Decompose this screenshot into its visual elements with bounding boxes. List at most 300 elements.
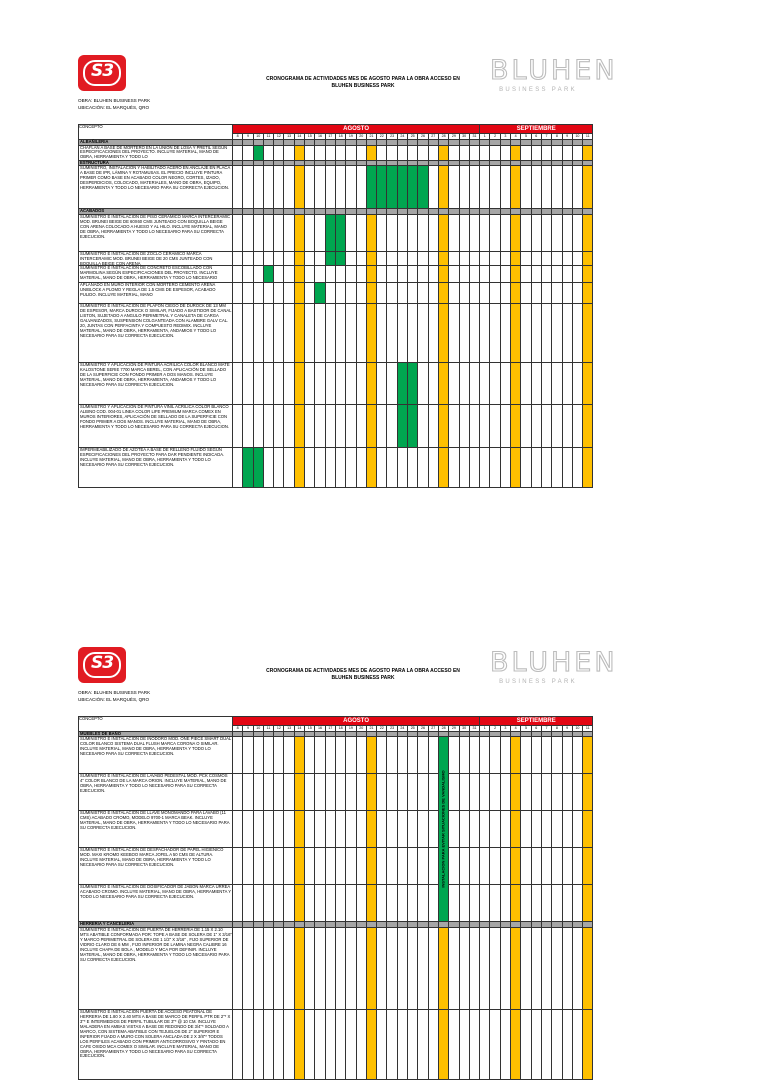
day-cell <box>274 266 284 283</box>
day-cell <box>397 304 407 363</box>
ubicacion-label: UBICACIÓN: EL MARQUÉS, QRO <box>78 697 150 702</box>
day-cell <box>335 145 345 160</box>
day-cell <box>500 363 510 405</box>
day-cell <box>552 266 562 283</box>
day-cell <box>305 1010 315 1080</box>
day-number: 19 <box>346 726 356 732</box>
day-cell <box>572 1010 582 1080</box>
ubicacion-label: UBICACIÓN: EL MARQUÉS, QRO <box>78 105 150 110</box>
day-cell <box>418 145 428 160</box>
day-cell <box>449 363 459 405</box>
day-cell <box>449 885 459 922</box>
day-cell <box>387 1010 397 1080</box>
day-cell <box>521 304 531 363</box>
day-cell <box>490 266 500 283</box>
weekend-cell <box>583 283 593 304</box>
day-cell <box>274 848 284 885</box>
weekend-cell <box>438 215 448 252</box>
day-cell <box>418 215 428 252</box>
day-cell <box>233 774 243 811</box>
weekend-cell <box>294 885 304 922</box>
day-cell <box>377 885 387 922</box>
day-number: 14 <box>294 726 304 732</box>
day-cell <box>469 774 479 811</box>
weekend-cell <box>366 885 376 922</box>
day-cell <box>459 283 469 304</box>
weekend-cell <box>294 774 304 811</box>
day-number: 12 <box>274 134 284 140</box>
activity-description: SUMINISTRO E INSTALACION PUERTA DE ACCESO PEATONAL DE HERRERIA DE 1.80 X 2.40 MTS A BASE DE MARCO DE PERFIL PTR DE 2"* X 3"* E INTERMEDIOS DE PERFIL TUBULAR DE 3"* @ 10 CM. INCLUYE MALADERA EN AMBAS VISTAS A BASE DE REDONDO DE 3/4"* SOLDADO A MARCO, CON SISTEMA ABATIBLE CON TEJUELOS DE 2" SUPERIOR E INFERIOR FIJADO A MURO CON SOLERA ANCLADA DE 2 X 3/8"* TODOS LOS PERFILES ACABADO CON PRIMER ANTICORROSIVO Y PINTADO EN CAFE OXIDO MCA COMEX O SIMILAR. INCLUYE MATERIAL, MANO DE OBRA, HERRAMIENTA Y TODO LO NECESARIO PARA SU CORRECTA EJECUCION. <box>79 1010 233 1080</box>
day-cell <box>233 885 243 922</box>
day-cell <box>315 811 325 848</box>
day-cell <box>408 145 418 160</box>
day-number: 20 <box>356 726 366 732</box>
day-number: 12 <box>274 726 284 732</box>
weekend-cell <box>511 145 521 160</box>
day-cell <box>480 848 490 885</box>
day-cell <box>335 885 345 922</box>
weekend-cell <box>366 448 376 488</box>
day-cell <box>552 304 562 363</box>
day-cell <box>418 448 428 488</box>
day-cell <box>480 405 490 448</box>
scheduled-cell <box>408 166 418 209</box>
weekend-cell <box>511 405 521 448</box>
day-cell <box>387 215 397 252</box>
day-cell <box>325 885 335 922</box>
day-cell <box>459 928 469 1010</box>
vandalism-note-text: INSTALACION PARA EVITAR SITUACIONES DE VANDALISMO <box>440 770 446 889</box>
day-number: 25 <box>408 726 418 732</box>
day-cell <box>397 811 407 848</box>
day-cell <box>469 266 479 283</box>
day-number: 11 <box>583 726 593 732</box>
day-cell <box>449 252 459 266</box>
document-title: CRONOGRAMA DE ACTIVIDADES MES DE AGOSTO PARA LA OBRA ACCESO EN BLUHEN BUSINESS PARK <box>266 76 460 89</box>
day-cell <box>346 215 356 252</box>
day-cell <box>305 215 315 252</box>
day-cell <box>490 304 500 363</box>
day-cell <box>335 266 345 283</box>
day-cell <box>263 848 273 885</box>
day-cell <box>305 811 315 848</box>
weekend-cell <box>366 405 376 448</box>
scheduled-cell <box>263 266 273 283</box>
gantt-table <box>78 124 593 488</box>
weekend-cell <box>438 266 448 283</box>
day-cell <box>335 304 345 363</box>
day-cell <box>500 304 510 363</box>
day-cell <box>263 737 273 774</box>
day-cell <box>521 363 531 405</box>
day-cell <box>449 266 459 283</box>
day-cell <box>480 304 490 363</box>
day-cell <box>284 885 294 922</box>
activity-description: SUMINISTRO E INSTALACION DE PUERTA DE HERRERIA DE 1.15 X 2.10 MTS ABATIBLE CONFORMADA POR: TOPE A BASE DE SOLERA DE 1" X 3/16" Y MARCO PERIMETRAL DE SOLERA DE 1 1/2" X 3/16" , FIJO SUPERIOR DE VIDRIO CLARO DE 6 MM , FIJO INFERIOR DE LAMINA NEGRA CALIBRE 16 INCLUYE CHAPA DE BOLA , MODELO Y MCA POR DEFINIR. INCLUYE MATERIAL, MANO DE OBRA, HERRAMIENTA Y TODO LO NECESARIO PARA SU CORRECTA EJECUCION. <box>79 928 233 1010</box>
weekend-cell <box>294 363 304 405</box>
month-header-agosto: AGOSTO <box>233 125 480 134</box>
day-cell <box>274 304 284 363</box>
day-cell <box>356 283 366 304</box>
day-number: 7 <box>541 726 551 732</box>
day-cell <box>335 928 345 1010</box>
day-cell <box>562 774 572 811</box>
day-cell <box>428 885 438 922</box>
day-cell <box>418 1010 428 1080</box>
day-cell <box>346 885 356 922</box>
day-cell <box>531 737 541 774</box>
weekend-cell <box>366 1010 376 1080</box>
section-header: ALBAÑILERIA <box>79 139 233 145</box>
day-cell <box>480 448 490 488</box>
day-cell <box>387 848 397 885</box>
day-number: 25 <box>408 134 418 140</box>
day-cell <box>552 145 562 160</box>
day-cell <box>500 252 510 266</box>
weekend-cell <box>511 811 521 848</box>
day-number: 30 <box>459 134 469 140</box>
day-cell <box>335 363 345 405</box>
day-cell <box>480 885 490 922</box>
day-number: 29 <box>449 134 459 140</box>
project-info <box>78 689 150 703</box>
day-cell <box>377 848 387 885</box>
weekend-cell <box>438 1010 448 1080</box>
day-cell <box>387 811 397 848</box>
day-cell <box>459 145 469 160</box>
day-number: 17 <box>325 134 335 140</box>
day-cell <box>233 737 243 774</box>
scheduled-cell <box>408 363 418 405</box>
day-cell <box>469 848 479 885</box>
day-cell <box>449 166 459 209</box>
day-cell <box>325 266 335 283</box>
day-cell <box>356 885 366 922</box>
day-cell <box>490 774 500 811</box>
day-cell <box>521 448 531 488</box>
day-cell <box>253 266 263 283</box>
day-cell <box>233 928 243 1010</box>
weekend-cell <box>294 266 304 283</box>
day-cell <box>408 215 418 252</box>
day-number: 31 <box>469 726 479 732</box>
day-cell <box>325 448 335 488</box>
day-cell <box>284 363 294 405</box>
day-cell <box>335 283 345 304</box>
day-cell <box>562 928 572 1010</box>
weekend-cell <box>438 928 448 1010</box>
day-cell <box>325 774 335 811</box>
day-number: 30 <box>459 726 469 732</box>
day-cell <box>480 252 490 266</box>
day-cell <box>480 811 490 848</box>
activity-description: SUMINISTRO E INSTALACION DE LLAVE MONOMANDO PARA LAVABO (11 CMS) ACABADO CROMO, MODELO 9700-1 MARCA BEAK. INCLUYE MATERIAL, MANO DE OBRA, HERRAMIENTA Y TODO LO NECESARIO PARA SU CORRECTA EJECUCION. <box>79 811 233 848</box>
day-cell <box>274 811 284 848</box>
day-cell <box>243 774 253 811</box>
day-number: 23 <box>387 134 397 140</box>
day-cell <box>480 1010 490 1080</box>
day-cell <box>418 811 428 848</box>
scheduled-cell <box>253 448 263 488</box>
day-cell <box>305 266 315 283</box>
day-cell <box>531 266 541 283</box>
day-cell <box>233 448 243 488</box>
day-number: 10 <box>253 134 263 140</box>
day-cell <box>315 266 325 283</box>
day-number: 24 <box>397 726 407 732</box>
day-cell <box>469 145 479 160</box>
scheduled-cell <box>243 448 253 488</box>
day-cell <box>263 885 273 922</box>
day-cell <box>243 737 253 774</box>
day-cell <box>459 252 469 266</box>
weekend-cell <box>583 928 593 1010</box>
day-cell <box>572 363 582 405</box>
weekend-cell <box>438 166 448 209</box>
weekend-cell <box>583 811 593 848</box>
weekend-cell <box>583 848 593 885</box>
day-cell <box>243 266 253 283</box>
day-number: 27 <box>428 134 438 140</box>
weekend-cell <box>366 928 376 1010</box>
day-cell <box>346 363 356 405</box>
scheduled-cell <box>397 363 407 405</box>
day-cell <box>428 811 438 848</box>
day-cell <box>552 811 562 848</box>
day-cell <box>356 737 366 774</box>
day-cell <box>408 283 418 304</box>
day-cell <box>572 885 582 922</box>
day-cell <box>469 363 479 405</box>
day-cell <box>263 145 273 160</box>
weekend-cell <box>583 304 593 363</box>
weekend-cell <box>583 166 593 209</box>
day-cell <box>449 848 459 885</box>
day-cell <box>356 774 366 811</box>
day-number: 5 <box>521 134 531 140</box>
day-cell <box>459 737 469 774</box>
day-cell <box>387 363 397 405</box>
day-cell <box>418 928 428 1010</box>
day-cell <box>562 252 572 266</box>
day-cell <box>397 928 407 1010</box>
day-cell <box>263 928 273 1010</box>
day-cell <box>428 215 438 252</box>
day-cell <box>305 885 315 922</box>
concepto-header: CONCEPTO <box>79 125 233 140</box>
day-cell <box>459 166 469 209</box>
day-cell <box>387 405 397 448</box>
day-number: 10 <box>572 134 582 140</box>
day-cell <box>531 363 541 405</box>
day-cell <box>263 215 273 252</box>
weekend-cell <box>366 848 376 885</box>
day-cell <box>315 166 325 209</box>
day-cell <box>263 1010 273 1080</box>
day-cell <box>552 774 562 811</box>
day-cell <box>387 304 397 363</box>
day-cell <box>284 1010 294 1080</box>
day-cell <box>233 848 243 885</box>
day-cell <box>521 283 531 304</box>
day-cell <box>562 405 572 448</box>
day-cell <box>387 283 397 304</box>
scheduled-cell <box>408 405 418 448</box>
day-cell <box>428 252 438 266</box>
day-cell <box>490 283 500 304</box>
day-cell <box>243 885 253 922</box>
day-cell <box>469 928 479 1010</box>
day-cell <box>346 928 356 1010</box>
day-cell <box>428 145 438 160</box>
weekend-cell <box>438 363 448 405</box>
day-cell <box>397 737 407 774</box>
day-cell <box>377 215 387 252</box>
day-cell <box>346 811 356 848</box>
weekend-cell <box>294 1010 304 1080</box>
project-info <box>78 97 150 111</box>
day-cell <box>469 405 479 448</box>
day-cell <box>263 304 273 363</box>
day-cell <box>284 448 294 488</box>
day-cell <box>480 737 490 774</box>
day-cell <box>572 774 582 811</box>
day-number: 8 <box>552 134 562 140</box>
day-cell <box>305 252 315 266</box>
day-number: 14 <box>294 134 304 140</box>
day-cell <box>243 811 253 848</box>
day-cell <box>274 145 284 160</box>
day-number: 15 <box>305 726 315 732</box>
day-cell <box>521 252 531 266</box>
day-cell <box>490 215 500 252</box>
day-cell <box>325 166 335 209</box>
day-cell <box>408 304 418 363</box>
scheduled-cell <box>397 405 407 448</box>
activity-description: SUMINISTRO E INSTALACION DE DESPACHADOR DE PAPEL HIGIENICO MOD. MAXI KROMO KEEBOO MARCA JOFEL A 50 CMS DE ALTURA. INCLUYE MATERIAL, MANO DE OBRA, HERRAMIENTA Y TODO LO NECESARIO PARA SU CORRECTA EJECUCION. <box>79 848 233 885</box>
day-cell <box>541 304 551 363</box>
day-cell <box>459 448 469 488</box>
day-cell <box>263 405 273 448</box>
weekend-cell <box>366 283 376 304</box>
day-cell <box>305 405 315 448</box>
day-cell <box>305 166 315 209</box>
day-cell <box>531 304 541 363</box>
weekend-cell <box>294 283 304 304</box>
day-cell <box>459 266 469 283</box>
day-cell <box>305 363 315 405</box>
day-cell <box>418 405 428 448</box>
weekend-cell <box>438 145 448 160</box>
scheduled-cell <box>325 215 335 252</box>
weekend-cell <box>294 737 304 774</box>
day-cell <box>562 1010 572 1080</box>
day-cell <box>284 266 294 283</box>
day-number: 4 <box>511 134 521 140</box>
day-cell <box>356 304 366 363</box>
day-number: 9 <box>243 726 253 732</box>
day-cell <box>428 928 438 1010</box>
day-cell <box>449 304 459 363</box>
day-cell <box>531 928 541 1010</box>
day-cell <box>233 405 243 448</box>
weekend-cell <box>511 848 521 885</box>
weekend-cell <box>294 928 304 1010</box>
day-cell <box>500 405 510 448</box>
day-cell <box>397 885 407 922</box>
weekend-cell <box>583 448 593 488</box>
day-cell <box>418 266 428 283</box>
day-cell <box>562 283 572 304</box>
day-cell <box>377 737 387 774</box>
day-cell <box>356 363 366 405</box>
day-cell <box>356 811 366 848</box>
day-cell <box>263 448 273 488</box>
day-number: 17 <box>325 726 335 732</box>
day-cell <box>572 448 582 488</box>
month-header-septiembre: SEPTIEMBRE <box>480 717 593 726</box>
weekend-cell <box>511 363 521 405</box>
weekend-cell <box>294 166 304 209</box>
day-cell <box>377 266 387 283</box>
scheduled-cell <box>366 166 376 209</box>
day-cell <box>541 283 551 304</box>
day-cell <box>490 166 500 209</box>
day-cell <box>305 448 315 488</box>
day-cell <box>552 283 562 304</box>
day-cell <box>531 848 541 885</box>
day-cell <box>531 811 541 848</box>
day-cell <box>449 774 459 811</box>
day-cell <box>541 1010 551 1080</box>
day-cell <box>500 166 510 209</box>
weekend-cell <box>366 304 376 363</box>
day-cell <box>500 848 510 885</box>
day-cell <box>243 166 253 209</box>
day-cell <box>325 928 335 1010</box>
weekend-cell <box>438 252 448 266</box>
weekend-cell <box>294 215 304 252</box>
day-number: 22 <box>377 134 387 140</box>
day-cell <box>449 928 459 1010</box>
scheduled-cell <box>335 215 345 252</box>
day-cell <box>531 145 541 160</box>
day-cell <box>552 166 562 209</box>
day-cell <box>253 283 263 304</box>
day-cell <box>356 1010 366 1080</box>
day-cell <box>243 215 253 252</box>
day-number: 2 <box>490 134 500 140</box>
section-header: MUEBLES DE BAÑO <box>79 731 233 737</box>
day-cell <box>408 885 418 922</box>
day-cell <box>335 1010 345 1080</box>
vandalism-note-bar <box>438 737 448 922</box>
day-number: 15 <box>305 134 315 140</box>
day-cell <box>449 811 459 848</box>
day-cell <box>572 737 582 774</box>
day-cell <box>305 283 315 304</box>
day-cell <box>408 928 418 1010</box>
day-cell <box>263 363 273 405</box>
month-header-septiembre: SEPTIEMBRE <box>480 125 593 134</box>
day-cell <box>459 811 469 848</box>
day-cell <box>346 848 356 885</box>
day-cell <box>469 166 479 209</box>
weekend-cell <box>511 283 521 304</box>
day-cell <box>428 848 438 885</box>
day-number: 3 <box>500 726 510 732</box>
scheduled-cell <box>397 166 407 209</box>
